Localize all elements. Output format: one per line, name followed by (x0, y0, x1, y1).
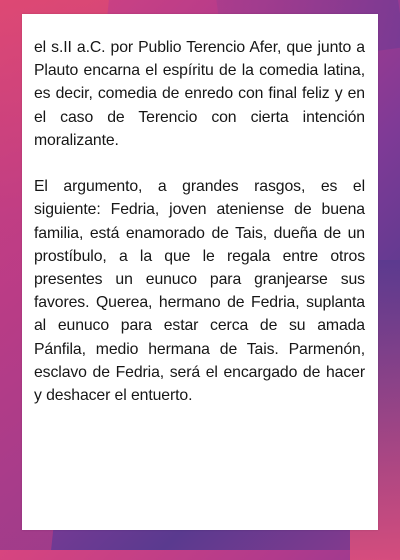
paragraph-intro: el s.II a.C. por Publio Terencio Afer, que junto a Plauto encarna el espíritu de la comedia latina, es decir, comedia de enredo con final feliz y en el caso de Terencio con cierta intención moralizante. (34, 39, 365, 149)
paragraph-plot: El argumento, a grandes rasgos, es el siguiente: Fedria, joven ateniense de buena familia, está enamorado de Tais, dueña de un prostíbulo, a la que le regala entre otros presentes un eunuco para granjearse sus favores. Querea, hermano de Fedria, suplanta al eunuco para estar cerca de su amada Pánfila, medio hermana de Tais. Parmenón, esclavo de Fedria, será el encargado de hacer y deshacer el entuerto. (34, 178, 365, 405)
text-card (22, 14, 378, 530)
text-block (34, 36, 365, 430)
